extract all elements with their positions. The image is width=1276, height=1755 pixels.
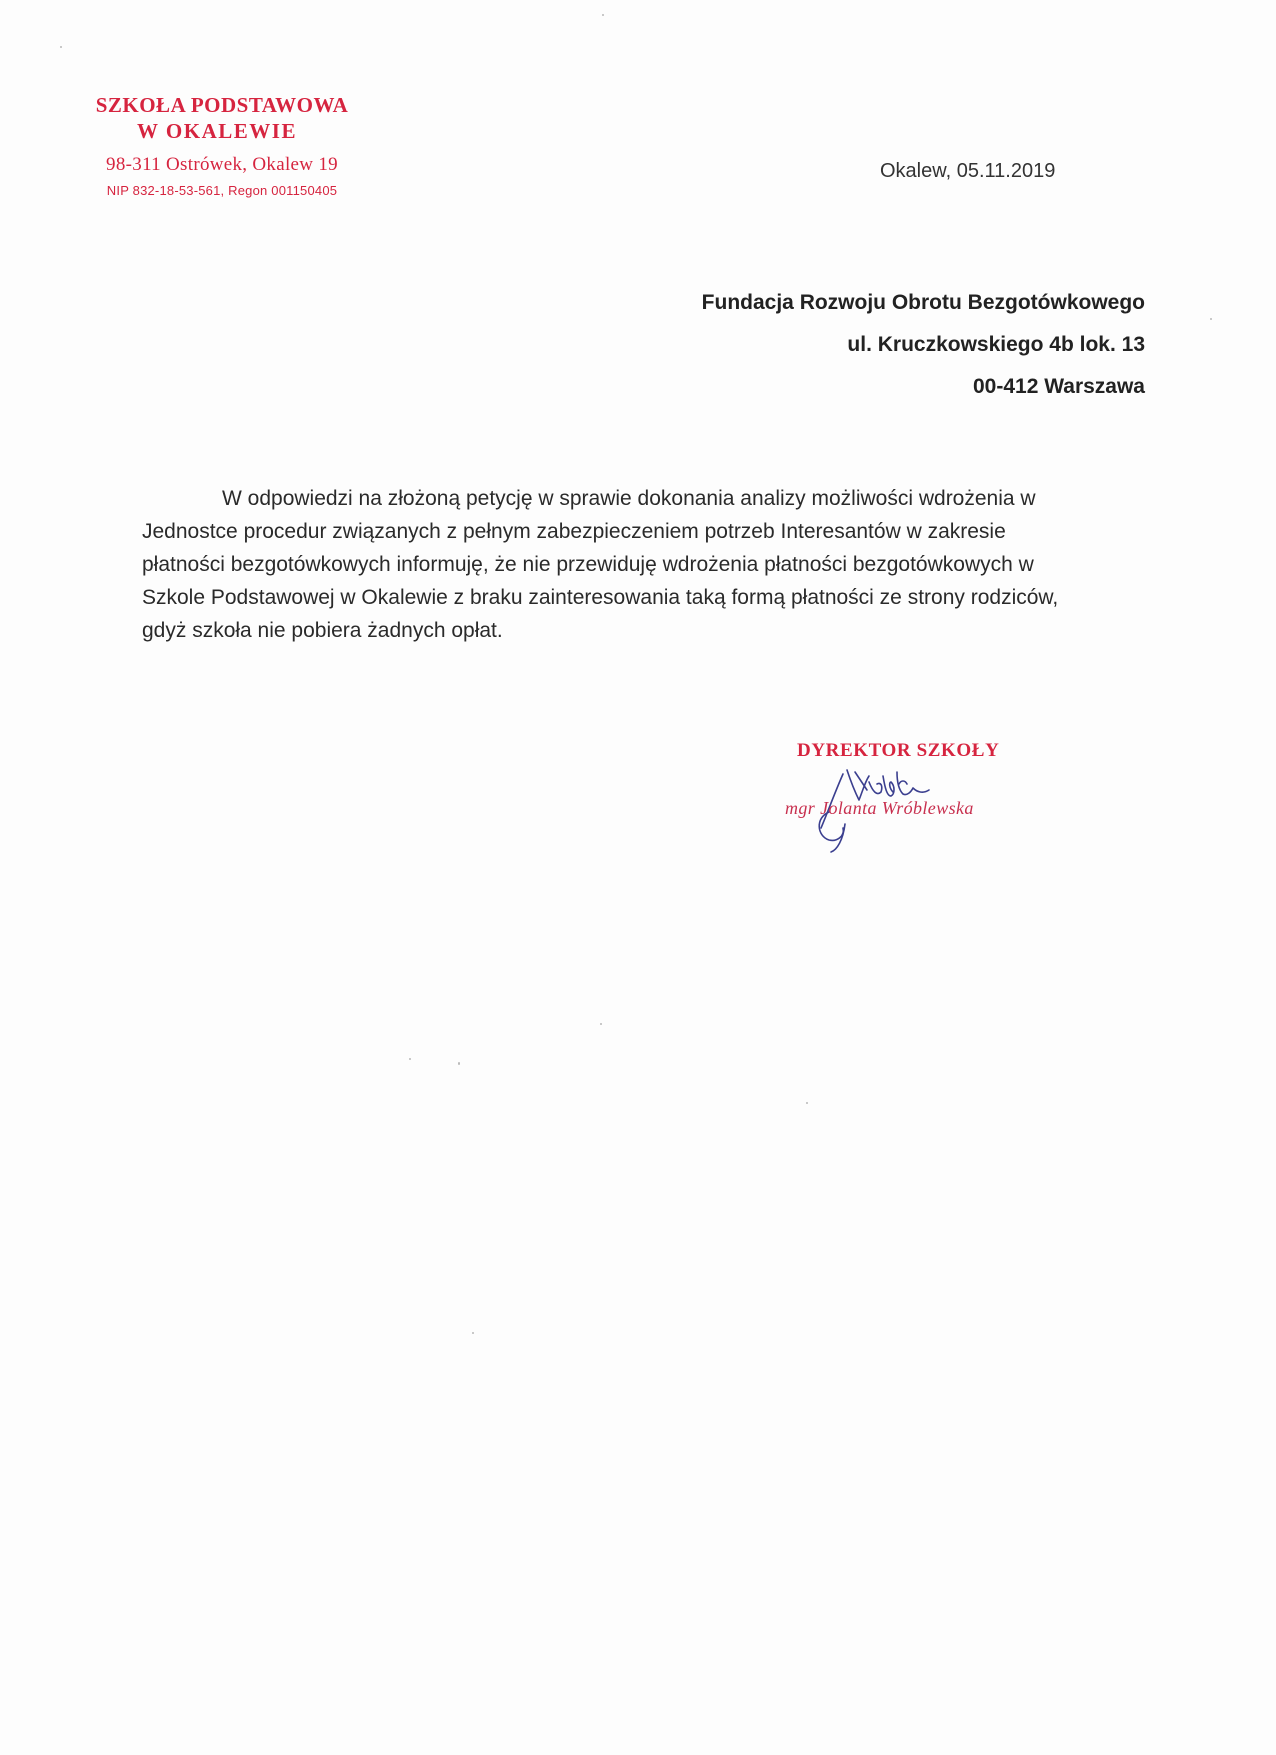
school-address: 98-311 Ostrówek, Okalew 19 (106, 154, 338, 175)
school-tax-ids: NIP 832-18-53-561, Regon 001150405 (106, 183, 338, 198)
addressee-street: ul. Kruczkowskiego 4b lok. 13 (847, 333, 1145, 356)
scan-speck (806, 1102, 808, 1104)
school-name: SZKOŁA PODSTAWOWA (95, 93, 349, 117)
director-name: mgr Jolanta Wróblewska (785, 798, 974, 818)
addressee-block (702, 282, 1145, 408)
director-stamp (785, 732, 1035, 862)
scan-speck (409, 1058, 411, 1060)
school-header-stamp (72, 92, 372, 200)
letter-date: Okalew, 05.11.2019 (880, 160, 1056, 182)
scan-speck (458, 1062, 460, 1065)
school-location: W OKALEWIE (137, 119, 297, 143)
scan-speck (1210, 318, 1212, 320)
addressee-city: 00-412 Warszawa (973, 375, 1145, 398)
handwritten-signature (785, 732, 1035, 862)
scan-speck (60, 46, 62, 48)
scan-speck (472, 1332, 474, 1334)
scan-speck (600, 1023, 602, 1025)
scan-speck (602, 14, 604, 16)
letter-body (142, 482, 1062, 647)
body-paragraph: W odpowiedzi na złożoną petycję w sprawie dokonania analizy możliwości wdrożenia w Jednostce procedur związanych z pełnym zabezpieczeniem potrzeb Interesantów w zakresie płatności bezgotówkowych informuję, że nie przewiduję wdrożenia płatności bezgotówkowych w Szkole Podstawowej w Okalewie z braku zainteresowania taką formą płatności ze strony rodziców, gdyż szkoła nie pobiera żadnych opłat. (142, 487, 1059, 642)
director-title: DYREKTOR SZKOŁY (797, 740, 1000, 761)
addressee-organization: Fundacja Rozwoju Obrotu Bezgotówkowego (701, 291, 1145, 314)
